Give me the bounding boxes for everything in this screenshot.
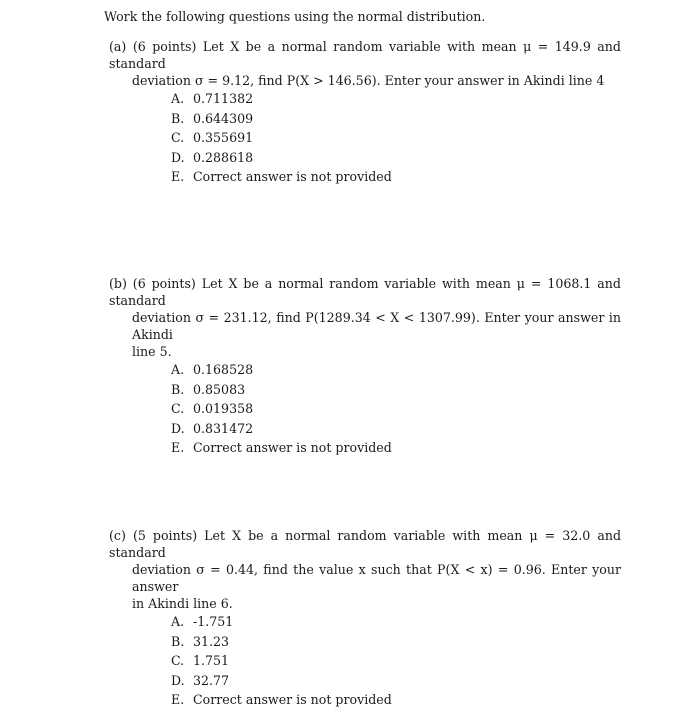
- option-letter: D.: [171, 149, 185, 165]
- question-line: deviation σ = 0.44, find the value x such that P(X < x) = 0.96. Enter your answer: [132, 562, 621, 594]
- option-text: 0.355691: [193, 130, 254, 146]
- question-line: deviation σ = 9.12, find P(X > 146.56). Enter your answer in Akindi line 4: [132, 73, 605, 88]
- answer-options: [109, 89, 621, 187]
- question-points: (5 points): [132, 528, 198, 543]
- option-text: -1.751: [193, 614, 234, 629]
- option-text: Correct answer is not provided: [193, 169, 392, 185]
- answer-options: [109, 612, 621, 710]
- option-letter: C.: [171, 130, 185, 146]
- option-text: 1.751: [193, 653, 230, 669]
- option-text: 0.288618: [193, 149, 254, 165]
- question-points: (6 points): [132, 276, 196, 291]
- answer-option: [171, 167, 621, 187]
- option-text: Correct answer is not provided: [193, 440, 392, 456]
- answer-option: [171, 690, 621, 710]
- question-points: (6 points): [132, 39, 197, 54]
- option-letter: B.: [171, 633, 185, 649]
- answer-option: [171, 380, 621, 400]
- question-label: (c): [109, 528, 126, 543]
- option-letter: D.: [171, 420, 185, 436]
- question-line: in Akindi line 6.: [132, 596, 233, 611]
- answer-option: [171, 89, 621, 109]
- option-letter: B.: [171, 110, 185, 126]
- option-text: Correct answer is not provided: [193, 692, 392, 708]
- option-letter: A.: [171, 362, 185, 377]
- answer-option: [171, 399, 621, 419]
- answer-option: [171, 651, 621, 671]
- question-c: [109, 527, 621, 710]
- answer-options: [109, 360, 621, 458]
- option-text: 0.019358: [193, 401, 254, 417]
- question-label: (b): [109, 276, 127, 291]
- option-letter: E.: [171, 440, 185, 456]
- question-b-text: [109, 275, 621, 360]
- option-letter: E.: [171, 169, 185, 185]
- answer-option: [171, 148, 621, 168]
- answer-option: [171, 419, 621, 439]
- option-letter: D.: [171, 672, 185, 688]
- option-text: 0.644309: [193, 110, 254, 126]
- answer-option: [171, 612, 621, 632]
- answer-option: [171, 360, 621, 380]
- option-letter: A.: [171, 614, 185, 629]
- answer-option: [171, 632, 621, 652]
- option-letter: A.: [171, 91, 185, 106]
- option-text: 32.77: [193, 672, 230, 688]
- answer-option: [171, 671, 621, 691]
- question-a: [109, 38, 621, 187]
- option-letter: C.: [171, 401, 185, 417]
- option-text: 31.23: [193, 633, 230, 649]
- answer-option: [171, 128, 621, 148]
- question-line: Let X be a normal random variable with mean μ = 149.9 and standard: [109, 39, 621, 71]
- question-line: Let X be a normal random variable with mean μ = 32.0 and standard: [109, 528, 622, 560]
- option-letter: C.: [171, 653, 185, 669]
- question-b: [109, 275, 621, 458]
- option-text: 0.85083: [193, 381, 246, 397]
- answer-option: [171, 109, 621, 129]
- question-label: (a): [109, 39, 127, 54]
- question-c-text: [109, 527, 621, 612]
- question-a-text: [109, 38, 621, 89]
- option-letter: B.: [171, 381, 185, 397]
- question-line: line 5.: [132, 344, 172, 359]
- option-text: 0.168528: [193, 362, 254, 377]
- question-line: deviation σ = 231.12, find P(1289.34 < X < 1307.99). Enter your answer in Akindi: [132, 310, 621, 342]
- instructions: Work the following questions using the normal distribution.: [104, 9, 486, 24]
- question-line: Let X be a normal random variable with mean μ = 1068.1 and standard: [109, 276, 621, 308]
- option-text: 0.711382: [193, 91, 254, 106]
- option-letter: E.: [171, 692, 185, 708]
- answer-option: [171, 438, 621, 458]
- option-text: 0.831472: [193, 420, 254, 436]
